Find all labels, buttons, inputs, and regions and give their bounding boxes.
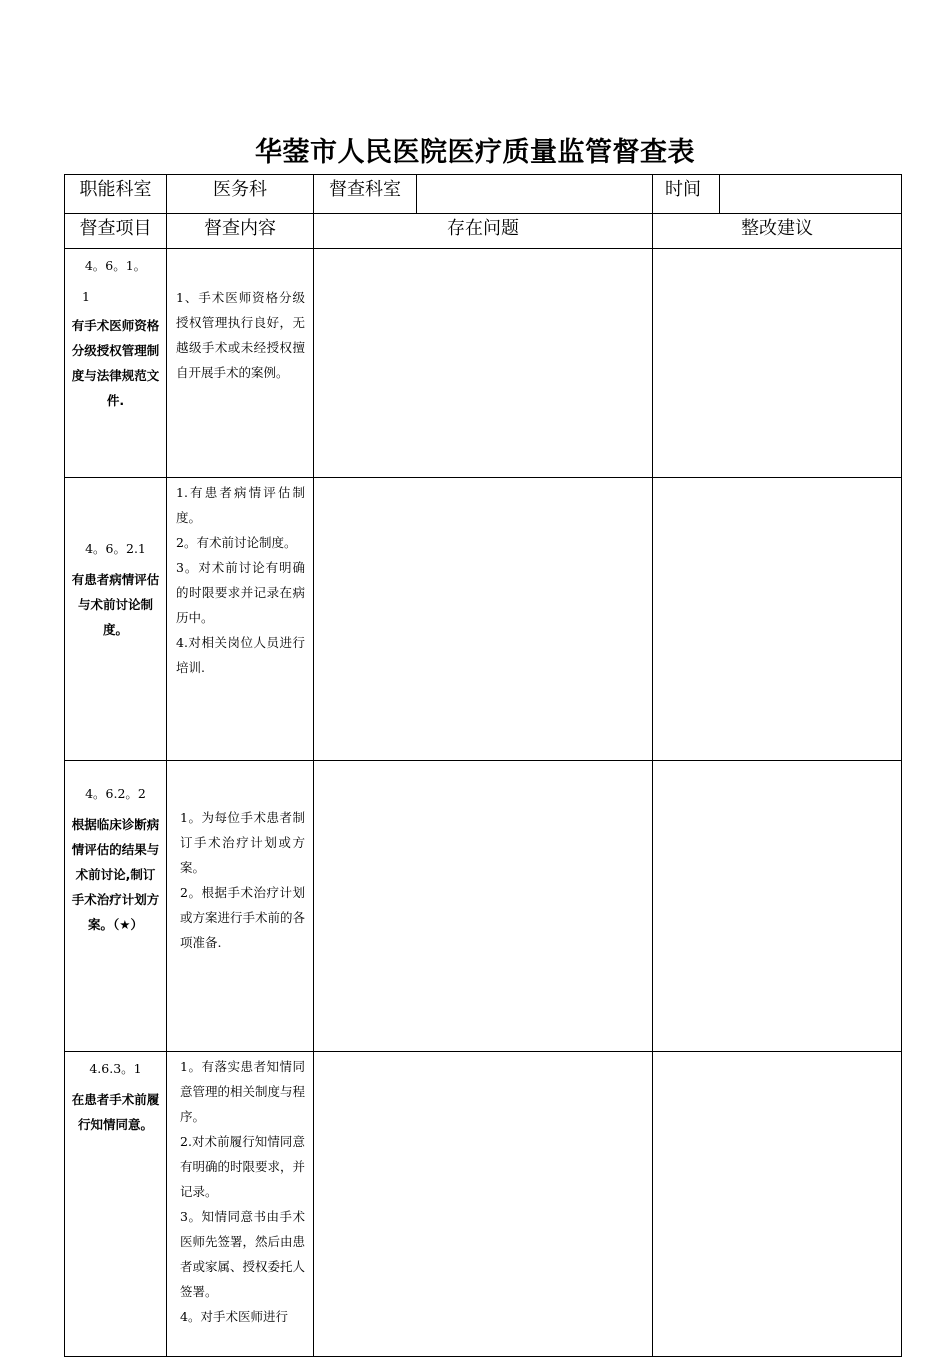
- content-cell: [167, 1052, 314, 1357]
- inspection-table: [64, 174, 902, 1357]
- content-line: 2。有术前讨论制度。: [176, 535, 297, 550]
- content-line: 3。知情同意书由手术医师先签署，然后由患者或家属、授权委托人签署。: [180, 1209, 306, 1299]
- content-line: 1、手术医师资格分级授权管理执行良好，无越级手术或未经授权擅自开展手术的案例。: [176, 290, 305, 380]
- dept-label: 职能科室: [65, 175, 167, 214]
- item-cell: [65, 1052, 167, 1357]
- item-cell: [65, 761, 167, 1052]
- content-line: 2.对术前履行知情同意有明确的时限要求，并记录。: [180, 1134, 306, 1199]
- item-cell: [65, 249, 167, 478]
- time-field[interactable]: [720, 175, 902, 214]
- problem-field[interactable]: [314, 761, 653, 1052]
- suggestion-field[interactable]: [653, 249, 902, 478]
- problem-field[interactable]: [314, 478, 653, 761]
- page-title: 华蓥市人民医院医疗质量监管督查表: [255, 137, 695, 168]
- item-code: 4。6。1。: [84, 258, 147, 273]
- item-code: 4。6.2。2: [85, 786, 146, 801]
- item-cell: [65, 478, 167, 761]
- item-name: 根据临床诊断病情评估的结果与术前讨论,制订手术治疗计划方案。（★）: [71, 817, 160, 932]
- item-name: 在患者手术前履行知情同意。: [71, 1092, 160, 1132]
- dept-value: 医务科: [167, 175, 314, 214]
- item-code: 4。6。2.1: [85, 541, 146, 556]
- content-cell: [167, 478, 314, 761]
- suggestion-field[interactable]: [653, 761, 902, 1052]
- item-name: 有手术医师资格分级授权管理制度与法律规范文件.: [71, 318, 160, 408]
- content-line: 4。对手术医师进行: [180, 1309, 288, 1324]
- table-row: [65, 761, 902, 1052]
- suggestion-field[interactable]: [653, 478, 902, 761]
- content-line: 1。有落实患者知情同意管理的相关制度与程序。: [180, 1059, 306, 1124]
- content-line: 4.对相关岗位人员进行培训.: [176, 635, 305, 675]
- item-name: 有患者病情评估与术前讨论制度。: [71, 572, 160, 637]
- table-row: [65, 249, 902, 478]
- table-row: [65, 478, 902, 761]
- content-line: 1.有患者病情评估制度。: [176, 485, 305, 525]
- suggestion-field[interactable]: [653, 1052, 902, 1357]
- problem-field[interactable]: [314, 249, 653, 478]
- inspect-dept-field[interactable]: [417, 175, 653, 214]
- item-code-suffix: 1: [82, 289, 90, 304]
- col-header-item: 督查项目: [65, 214, 167, 249]
- content-line: 1。为每位手术患者制订手术治疗计划或方案。: [180, 810, 305, 875]
- content-cell: [167, 249, 314, 478]
- problem-field[interactable]: [314, 1052, 653, 1357]
- col-header-problem: 存在问题: [314, 214, 653, 249]
- table-row: [65, 1052, 902, 1357]
- time-label: 时间: [653, 175, 720, 214]
- content-line: 2。根据手术治疗计划或方案进行手术前的各项准备.: [180, 885, 306, 950]
- col-header-suggestion: 整改建议: [653, 214, 902, 249]
- content-cell: [167, 761, 314, 1052]
- col-header-content: 督查内容: [167, 214, 314, 249]
- header-row: [65, 175, 902, 214]
- content-line: 3。对术前讨论有明确的时限要求并记录在病历中。: [176, 560, 305, 625]
- inspect-dept-label: 督查科室: [314, 175, 417, 214]
- item-code: 4.6.3。1: [89, 1061, 142, 1076]
- column-header-row: [65, 214, 902, 249]
